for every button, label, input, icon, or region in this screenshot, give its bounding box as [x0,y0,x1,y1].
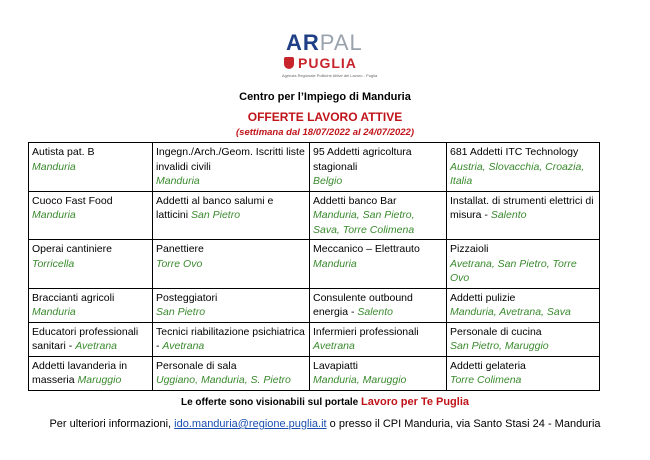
info-prefix: Per ulteriori informazioni, [49,418,172,430]
job-location: Maruggio [77,374,122,386]
job-location: Salento [490,209,527,221]
job-title: Personale di sala [156,359,237,372]
job-location: Manduria [156,175,200,187]
job-offer-cell [310,288,447,322]
job-location: Manduria [32,160,76,173]
job-title: Ingegn./Arch./Geom. Iscritti liste invalidi civili [156,146,305,173]
job-offer-cell [29,322,153,356]
job-offer-cell [447,143,600,192]
table-row [29,356,600,390]
table-row [29,191,600,240]
job-title: Addetti al banco salumi e latticini [156,194,274,221]
job-offer-cell [29,143,153,192]
job-title: Addetti pulizie [450,291,516,304]
job-offer-cell [310,240,447,289]
week-range: (settimana dal 18/07/2022 al 24/07/2022) [236,127,414,138]
job-title: Panettiere [156,243,204,255]
job-offer-cell [153,322,310,356]
job-offer-cell [153,240,310,289]
job-offer-cell [29,191,153,240]
job-location: Avetrana, San Pietro, Torre Ovo [450,257,577,284]
job-location: Manduria [32,306,76,318]
coat-of-arms-icon [284,57,294,69]
table-row [29,240,600,289]
email-link[interactable]: ido.manduria@regione.puglia.it [174,418,327,430]
job-location: Manduria, Avetrana, Sava [450,306,571,318]
logo-region: PUGLIA [298,55,357,71]
job-offer-cell [29,356,153,390]
job-location: Torricella [32,257,75,270]
table-row [29,143,600,192]
job-location: San Pietro, Maruggio [450,340,549,352]
job-title: Addetti lavanderia in masseria [32,359,128,386]
job-location: Torre Ovo [156,257,203,270]
job-title: Pizzaioli [450,243,489,255]
job-title: Operai cantiniere [32,243,112,255]
job-offer-cell [310,322,447,356]
job-title: Addetti banco Bar [313,194,397,207]
job-location: Belgio [313,175,343,187]
job-title: Lavapiatti [313,359,358,372]
portal-text: Le offerte sono visionabili sul portale [180,397,359,408]
job-title: Tecnici riabilitazione psichiatrica - [156,325,305,352]
arpal-puglia-logo [280,30,376,80]
job-location: Avetrana [313,340,355,352]
job-title: Personale di cucina [450,325,542,338]
job-title: Educatori professionali sanitari - [32,325,139,352]
job-offer-cell [153,356,310,390]
job-location: Manduria, Maruggio [313,374,407,386]
job-offer-cell [153,191,310,240]
job-offer-cell [310,356,447,390]
portal-notice [0,396,650,408]
job-location: Manduria, San Pietro, Sava, Torre Colimena [313,209,415,236]
job-offer-cell [29,240,153,289]
job-location: Austria, Slovacchia, Croazia, Italia [450,160,585,187]
job-title: 95 Addetti agricoltura stagionali [313,146,412,173]
job-offer-cell [29,288,153,322]
job-title: Cuoco Fast Food [32,194,113,207]
table-row [29,322,600,356]
job-title: 681 Addetti ITC Technology [450,146,579,158]
job-location: Salento [357,306,393,318]
job-offer-cell [153,288,310,322]
center-name: Centro per l’Impiego di Manduria [239,91,411,103]
job-title: Braccianti agricoli [32,291,115,304]
job-offers-table [28,142,600,391]
logo-tagline: Agenzia Regionale Politiche Attive del Lavoro - Puglia [282,73,378,78]
job-offer-cell [447,191,600,240]
job-offer-cell [153,143,310,192]
job-location: Avetrana [162,340,205,352]
info-suffix: o presso il CPI Manduria, via Santo Stasi 24 - Manduria [329,418,601,430]
job-offer-cell [447,322,600,356]
job-location: Torre Colimena [450,374,522,386]
logo-wordmark: ARPAL [286,30,363,55]
job-offer-cell [447,356,600,390]
job-title: Addetti gelateria [450,359,526,372]
job-title: Infermieri professionali [313,325,419,338]
job-location: Avetrana [75,340,118,352]
job-title: Installat. di strumenti elettrici di misura - [450,194,594,221]
job-location: San Pietro [191,209,241,221]
table-row [29,288,600,322]
contact-info [0,418,650,430]
job-location: Manduria [32,209,76,221]
job-location: San Pietro [156,306,206,318]
job-location: Manduria [313,257,357,270]
job-offer-cell [310,191,447,240]
portal-link[interactable]: Lavoro per Te Puglia [361,396,470,408]
job-location: Uggiano, Manduria, S. Pietro [156,374,291,386]
job-offer-cell [310,143,447,192]
job-offer-cell [447,240,600,289]
job-offer-cell [447,288,600,322]
job-title: Autista pat. B [32,146,95,158]
job-title: Consulente outbound energia - [313,291,413,318]
job-title: Meccanico – Elettrauto [313,243,420,255]
page-title: OFFERTE LAVORO ATTIVE [247,110,403,124]
job-title: Posteggiatori [156,291,218,304]
